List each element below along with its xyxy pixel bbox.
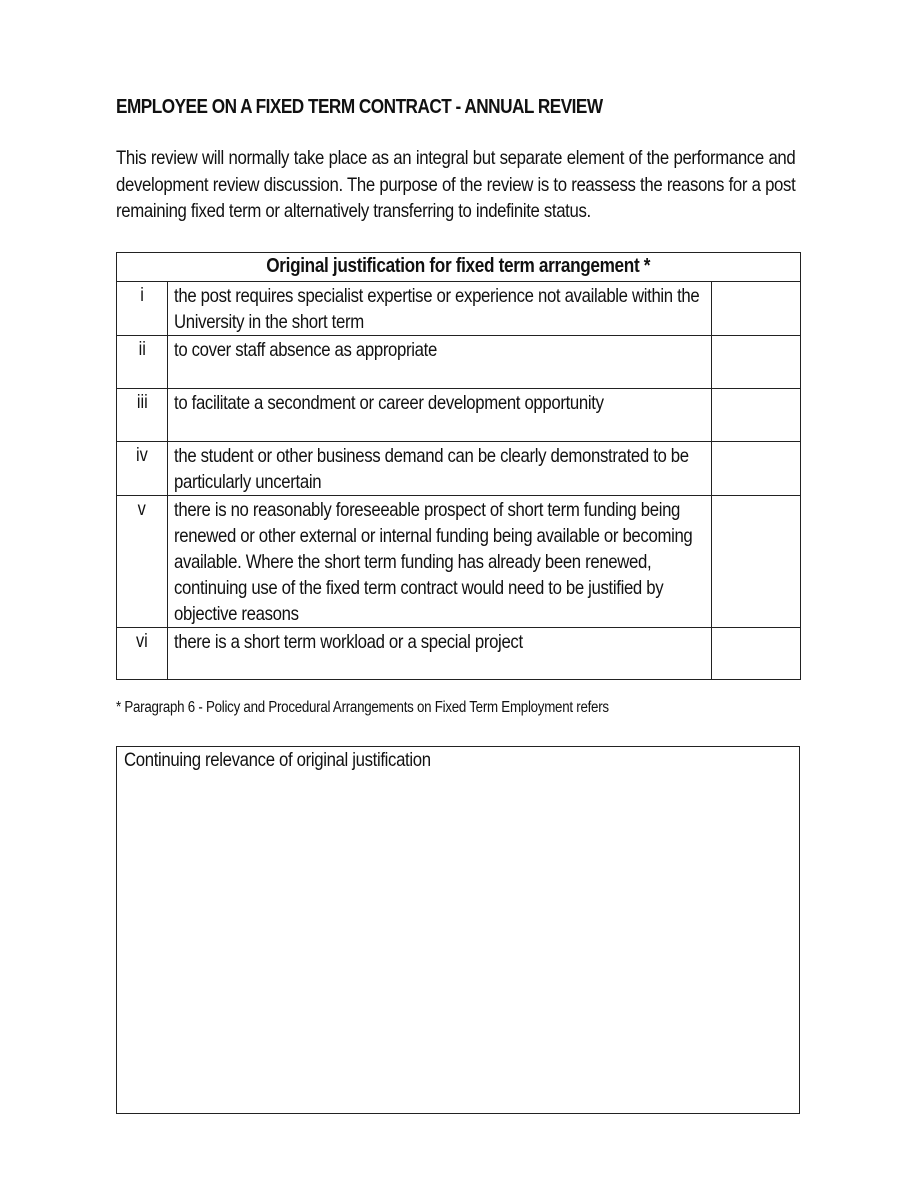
footnote: * Paragraph 6 - Policy and Procedural Arrangements on Fixed Term Employment refers — [116, 699, 609, 716]
relevance-label: Continuing relevance of original justification — [124, 749, 431, 771]
table-header-row — [117, 253, 801, 282]
row-selection-cell[interactable] — [712, 496, 801, 628]
row-description: there is no reasonably foreseeable prospect of short term funding being renewed or other external or internal funding being available or becoming available. Where the short term funding has already been renewed, continuing use of the fixed term contract would need to be justified by objective reasons — [168, 496, 712, 628]
intro-paragraph: This review will normally take place as an integral but separate element of the performance and development review discussion. The purpose of the review is to reassess the reasons for a post remaining fixed term or alternatively transferring to indefinite status. — [116, 147, 796, 222]
row-selection-cell[interactable] — [712, 442, 801, 496]
row-selection-cell[interactable] — [712, 628, 801, 680]
row-number: iv — [117, 442, 168, 496]
row-selection-cell[interactable] — [712, 336, 801, 389]
table-header-label: Original justification for fixed term arrangement * — [266, 255, 651, 277]
row-number: iii — [117, 389, 168, 442]
row-number: ii — [117, 336, 168, 389]
row-description: the post requires specialist expertise or experience not available within the University in the short term — [168, 282, 712, 336]
row-description: there is a short term workload or a special project — [168, 628, 712, 680]
row-number: vi — [117, 628, 168, 680]
row-description: to cover staff absence as appropriate — [168, 336, 712, 389]
row-selection-cell[interactable] — [712, 282, 801, 336]
row-description: to facilitate a secondment or career development opportunity — [168, 389, 712, 442]
table-header — [117, 253, 801, 282]
table-row — [117, 496, 801, 628]
row-number: i — [117, 282, 168, 336]
table-row — [117, 628, 801, 680]
document-title: EMPLOYEE ON A FIXED TERM CONTRACT - ANNUAL REVIEW — [116, 96, 603, 118]
row-selection-cell[interactable] — [712, 389, 801, 442]
relevance-text-area[interactable] — [116, 746, 800, 1114]
table-row — [117, 442, 801, 496]
table-row — [117, 389, 801, 442]
justification-table — [116, 252, 801, 680]
row-number: v — [117, 496, 168, 628]
row-description: the student or other business demand can be clearly demonstrated to be particularly uncertain — [168, 442, 712, 496]
table-row — [117, 336, 801, 389]
table-row — [117, 282, 801, 336]
